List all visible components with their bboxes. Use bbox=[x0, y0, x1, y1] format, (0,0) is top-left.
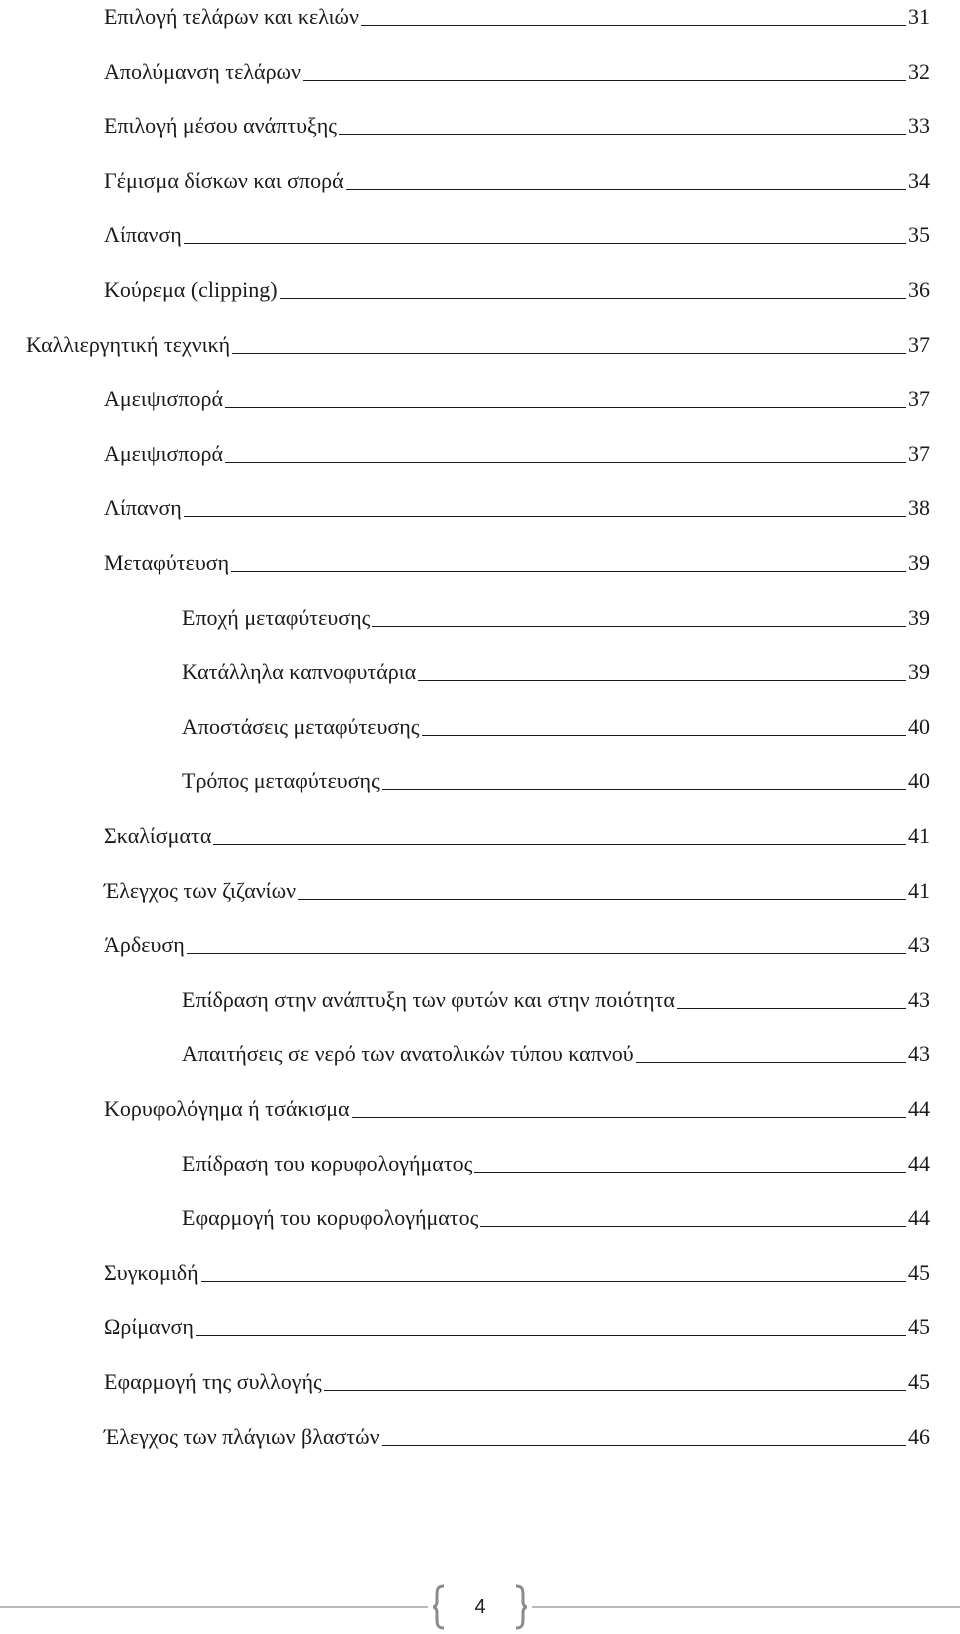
toc-leader-line bbox=[231, 571, 906, 572]
toc-leader-line bbox=[298, 899, 906, 900]
toc-entry-page: 45 bbox=[908, 1314, 930, 1340]
toc-entry-title: Λίπανση bbox=[104, 222, 182, 248]
toc-entry-page: 41 bbox=[908, 877, 930, 903]
toc-entry-page: 35 bbox=[908, 222, 930, 248]
toc-entry-page: 43 bbox=[908, 1041, 930, 1067]
toc-entry-title: Εφαρμογή της συλλογής bbox=[104, 1369, 322, 1394]
toc-leader-line bbox=[184, 516, 906, 517]
toc-entry bbox=[182, 983, 930, 1013]
toc-entry-page: 37 bbox=[908, 331, 930, 357]
toc-leader-line bbox=[225, 462, 906, 463]
toc-leader-line bbox=[382, 789, 906, 790]
toc-leader-line bbox=[480, 1226, 906, 1227]
toc-entry-title: Αποστάσεις μεταφύτευσης bbox=[182, 713, 420, 739]
toc-leader-line bbox=[201, 1281, 906, 1282]
toc-entry bbox=[104, 928, 930, 958]
toc-entry-page: 41 bbox=[908, 823, 930, 848]
toc-leader-line bbox=[346, 189, 906, 190]
toc-entry bbox=[104, 218, 930, 248]
toc-entry bbox=[182, 764, 930, 794]
toc-leader-line bbox=[339, 134, 906, 135]
toc-entry bbox=[104, 491, 930, 521]
toc-leader-line bbox=[418, 680, 906, 681]
toc-leader-line bbox=[324, 1390, 906, 1391]
toc-entry bbox=[182, 710, 930, 740]
toc-entry-page: 46 bbox=[908, 1423, 930, 1449]
toc-entry bbox=[182, 1201, 930, 1231]
toc-entry-page: 40 bbox=[908, 768, 930, 794]
toc-entry bbox=[104, 546, 930, 576]
toc-entry bbox=[104, 109, 930, 139]
toc-entry bbox=[26, 328, 930, 358]
toc-entry-title: Κατάλληλα καπνοφυτάρια bbox=[182, 659, 417, 685]
toc-entry-title: Κορυφολόγημα ή τσάκισμα bbox=[104, 1096, 350, 1121]
page-footer bbox=[0, 1584, 960, 1632]
toc-entry bbox=[104, 1310, 930, 1340]
toc-entry-page: 39 bbox=[908, 550, 930, 575]
toc-leader-line bbox=[636, 1062, 906, 1063]
toc-leader-line bbox=[187, 953, 906, 954]
toc-entry-page: 37 bbox=[908, 440, 930, 466]
toc-entry bbox=[104, 273, 930, 303]
toc-entry bbox=[104, 1365, 930, 1395]
toc-entry-page: 39 bbox=[908, 659, 930, 685]
toc-entry bbox=[104, 1420, 930, 1450]
left-brace-icon bbox=[432, 1584, 446, 1630]
toc-entry-title: Εφαρμογή του κορυφολογήματος bbox=[182, 1205, 479, 1231]
toc-entry-page: 43 bbox=[908, 932, 930, 958]
toc-entry bbox=[104, 55, 930, 85]
toc-entry-page: 44 bbox=[908, 1096, 930, 1121]
toc-entry bbox=[104, 874, 930, 904]
toc-entry-title: Επίδραση στην ανάπτυξη των φυτών και στην ποιότητα bbox=[182, 986, 675, 1012]
toc-leader-line bbox=[225, 407, 906, 408]
toc-entry-title: Σκαλίσματα bbox=[104, 823, 212, 848]
toc-entry-page: 39 bbox=[908, 604, 930, 630]
toc-entry-page: 45 bbox=[908, 1369, 930, 1394]
toc-entry-title: Συγκομιδή bbox=[104, 1259, 199, 1285]
toc-entry-page: 32 bbox=[908, 58, 930, 84]
toc-entry bbox=[182, 601, 930, 631]
toc-entry-title: Καλλιεργητική τεχνική bbox=[26, 331, 231, 357]
toc-leader-line bbox=[372, 626, 906, 627]
toc-entry bbox=[104, 1256, 930, 1286]
toc-entry-page: 34 bbox=[908, 167, 930, 193]
toc-entry-title: Τρόπος μεταφύτευσης bbox=[182, 768, 380, 794]
toc-entry-page: 40 bbox=[908, 713, 930, 739]
toc-entry-page: 44 bbox=[908, 1150, 930, 1176]
toc-leader-line bbox=[352, 1117, 906, 1118]
footer-rule-left bbox=[0, 1606, 428, 1608]
toc-entry-title: Έλεγχος των πλάγιων βλαστών bbox=[104, 1423, 380, 1449]
toc-entry bbox=[104, 1092, 930, 1122]
toc-entry bbox=[104, 382, 930, 412]
toc-entry-page: 45 bbox=[908, 1259, 930, 1285]
toc-entry-title: Απολύμανση τελάρων bbox=[104, 58, 301, 84]
toc-entry bbox=[182, 655, 930, 685]
toc-entry-title: Επιλογή τελάρων και κελιών bbox=[104, 4, 359, 29]
toc-entry bbox=[104, 0, 930, 30]
page-number: 4 bbox=[474, 1596, 486, 1618]
toc-entry bbox=[182, 1037, 930, 1067]
toc-leader-line bbox=[382, 1445, 906, 1446]
toc-entry-page: 37 bbox=[908, 386, 930, 412]
toc-entry-page: 36 bbox=[908, 277, 930, 302]
footer-rule-right bbox=[532, 1606, 960, 1608]
toc-entry-page: 43 bbox=[908, 986, 930, 1012]
toc-entry-title: Αμειψισπορά bbox=[104, 440, 224, 466]
toc-entry-title: Απαιτήσεις σε νερό των ανατολικών τύπου καπνού bbox=[182, 1041, 634, 1067]
toc-entry-title: Μεταφύτευση bbox=[104, 550, 230, 575]
toc-entry-title: Ωρίμανση bbox=[104, 1314, 194, 1340]
toc-entry-page: 33 bbox=[908, 113, 930, 139]
toc-entry-page: 44 bbox=[908, 1205, 930, 1231]
toc-entry-title: Κούρεμα (clipping) bbox=[104, 277, 278, 302]
toc-entry-title: Εποχή μεταφύτευσης bbox=[182, 604, 371, 630]
toc-entry-page: 31 bbox=[908, 4, 930, 29]
right-brace-icon bbox=[514, 1584, 528, 1630]
toc-entry-title: Γέμισμα δίσκων και σπορά bbox=[104, 167, 344, 193]
toc-entry-title: Άρδευση bbox=[104, 932, 185, 958]
toc-leader-line bbox=[422, 735, 907, 736]
toc-leader-line bbox=[196, 1335, 906, 1336]
toc-entry bbox=[182, 1147, 930, 1177]
toc-entry-page: 38 bbox=[908, 495, 930, 521]
toc-entry bbox=[104, 437, 930, 467]
toc-leader-line bbox=[474, 1172, 906, 1173]
toc-leader-line bbox=[213, 844, 906, 845]
toc-leader-line bbox=[361, 25, 906, 26]
toc-entry-title: Αμειψισπορά bbox=[104, 386, 224, 412]
toc-entry-title: Επιλογή μέσου ανάπτυξης bbox=[104, 113, 338, 139]
toc-entry bbox=[104, 164, 930, 194]
toc-leader-line bbox=[280, 298, 906, 299]
toc-entry-title: Λίπανση bbox=[104, 495, 182, 521]
toc-leader-line bbox=[232, 353, 906, 354]
toc-entry bbox=[104, 819, 930, 849]
toc-leader-line bbox=[677, 1008, 906, 1009]
toc-leader-line bbox=[303, 80, 906, 81]
toc-entry-title: Επίδραση του κορυφολογήματος bbox=[182, 1150, 473, 1176]
toc-leader-line bbox=[184, 243, 906, 244]
toc-entry-title: Έλεγχος των ζιζανίων bbox=[104, 877, 297, 903]
